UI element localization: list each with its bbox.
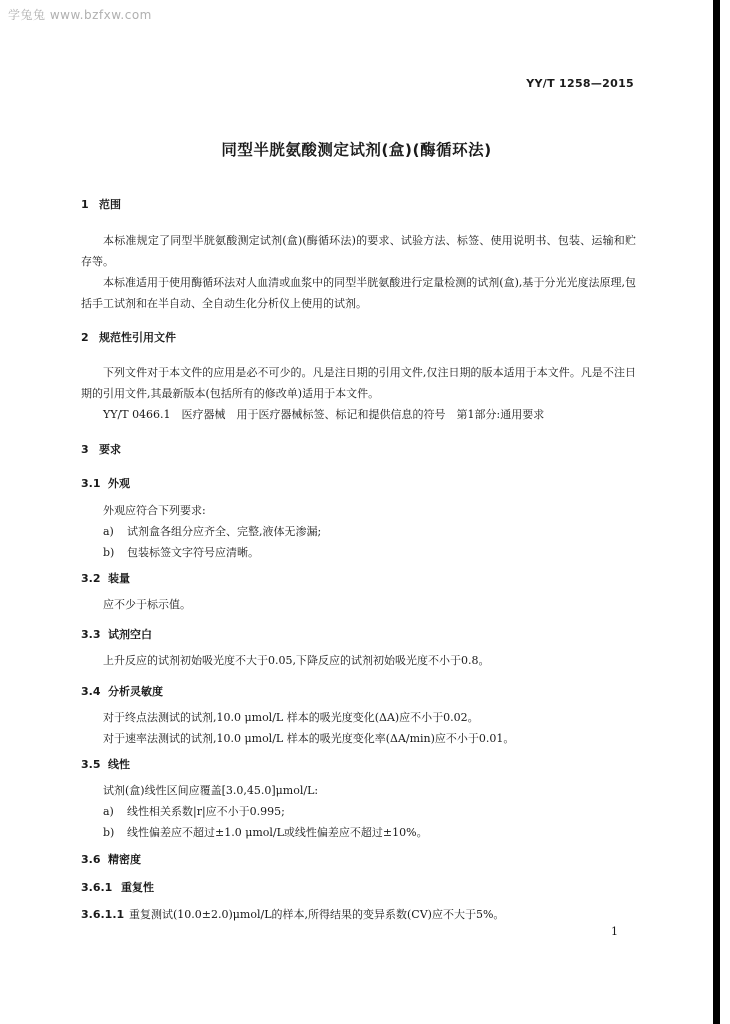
list-item — [103, 521, 321, 542]
reagent-blank-text: 上升反应的试剂初始吸光度不大于0.05,下降反应的试剂初始吸光度不小于0.8。 — [103, 654, 490, 667]
section-1-paragraph-2: 本标准适用于使用酶循环法对人血清或血浆中的同型半胱氨酸进行定量检测的试剂(盒),基于分光光度法原理,包括手工试剂和在半自动、全自动生化分析仪上使用的试剂。 — [81, 276, 636, 310]
list-item — [103, 542, 259, 563]
section-number: 3.2 — [81, 572, 101, 585]
section-title: 外观 — [108, 477, 130, 490]
watermark-text: 学兔兔 www.bzfxw.com — [8, 8, 152, 22]
section-number: 3.4 — [81, 685, 101, 698]
list-item-text: 包装标签文字符号应清晰。 — [127, 546, 259, 559]
standard-code: YY/T 1258—2015 — [526, 77, 634, 90]
section-number: 3 — [81, 443, 89, 456]
section-3-heading — [81, 441, 121, 457]
section-3-1-heading — [81, 475, 130, 491]
section-number: 3.6.1 — [81, 881, 113, 894]
section-3-6-heading — [81, 851, 141, 867]
section-title: 装量 — [108, 572, 130, 585]
section-3-6-1-heading — [81, 879, 154, 895]
list-item-label: b) — [103, 826, 115, 839]
page-number: 1 — [611, 925, 618, 938]
section-3-4-heading — [81, 683, 163, 699]
appearance-intro: 外观应符合下列要求: — [103, 504, 206, 517]
normative-reference: YY/T 0466.1 医疗器械 用于医疗器械标签、标记和提供信息的符号 第1部分:通用要求 — [103, 408, 545, 421]
section-number: 3.6 — [81, 853, 101, 866]
list-item-label: a) — [103, 805, 114, 818]
section-number: 3.5 — [81, 758, 101, 771]
section-title: 重复性 — [121, 881, 154, 894]
section-title: 要求 — [99, 443, 121, 456]
sensitivity-endpoint: 对于终点法测试的试剂,10.0 μmol/L 样本的吸光度变化(ΔA)应不小于0.02。 — [103, 711, 479, 724]
section-1-paragraph-1: 本标准规定了同型半胱氨酸测定试剂(盒)(酶循环法)的要求、试验方法、标签、使用说明书、包装、运输和贮存等。 — [81, 234, 636, 268]
section-3-2-heading — [81, 570, 130, 586]
list-item-text: 试剂盒各组分应齐全、完整,液体无渗漏; — [127, 525, 322, 538]
page-edge-bar — [713, 0, 720, 1024]
sensitivity-rate: 对于速率法测试的试剂,10.0 μmol/L 样本的吸光度变化率(ΔA/min)应不小于0.01。 — [103, 732, 515, 745]
section-2-paragraph: 下列文件对于本文件的应用是必不可少的。凡是注日期的引用文件,仅注日期的版本适用于本文件。凡是不注日期的引用文件,其最新版本(包括所有的修改单)适用于本文件。 — [81, 366, 636, 400]
section-title: 规范性引用文件 — [99, 331, 176, 344]
list-item — [103, 822, 428, 843]
linearity-intro: 试剂(盒)线性区间应覆盖[3.0,45.0]μmol/L: — [103, 784, 319, 797]
clause-3-6-1-1 — [81, 906, 504, 922]
list-item-label: b) — [103, 546, 115, 559]
section-title: 范围 — [99, 198, 121, 211]
document-title: 同型半胱氨酸测定试剂(盒)(酶循环法) — [221, 141, 492, 159]
section-number: 1 — [81, 198, 89, 211]
section-number: 3.1 — [81, 477, 101, 490]
list-item — [103, 801, 285, 822]
section-2-heading — [81, 329, 176, 345]
clause-number: 3.6.1.1 — [81, 908, 125, 921]
list-item-text: 线性相关系数|r|应不小于0.995; — [127, 805, 285, 818]
section-title: 分析灵敏度 — [108, 685, 163, 698]
section-3-5-heading — [81, 756, 130, 772]
section-number: 3.3 — [81, 628, 101, 641]
list-item-text: 线性偏差应不超过±1.0 μmol/L或线性偏差应不超过±10%。 — [127, 826, 428, 839]
page-margin — [720, 0, 730, 1024]
section-number: 2 — [81, 331, 89, 344]
section-title: 精密度 — [108, 853, 141, 866]
section-title: 线性 — [108, 758, 130, 771]
list-item-label: a) — [103, 525, 114, 538]
section-1-heading — [81, 196, 121, 212]
section-3-3-heading — [81, 626, 152, 642]
loading-text: 应不少于标示值。 — [103, 598, 191, 611]
section-title: 试剂空白 — [108, 628, 152, 641]
clause-text: 重复测试(10.0±2.0)μmol/L的样本,所得结果的变异系数(CV)应不大于5%。 — [129, 908, 505, 921]
